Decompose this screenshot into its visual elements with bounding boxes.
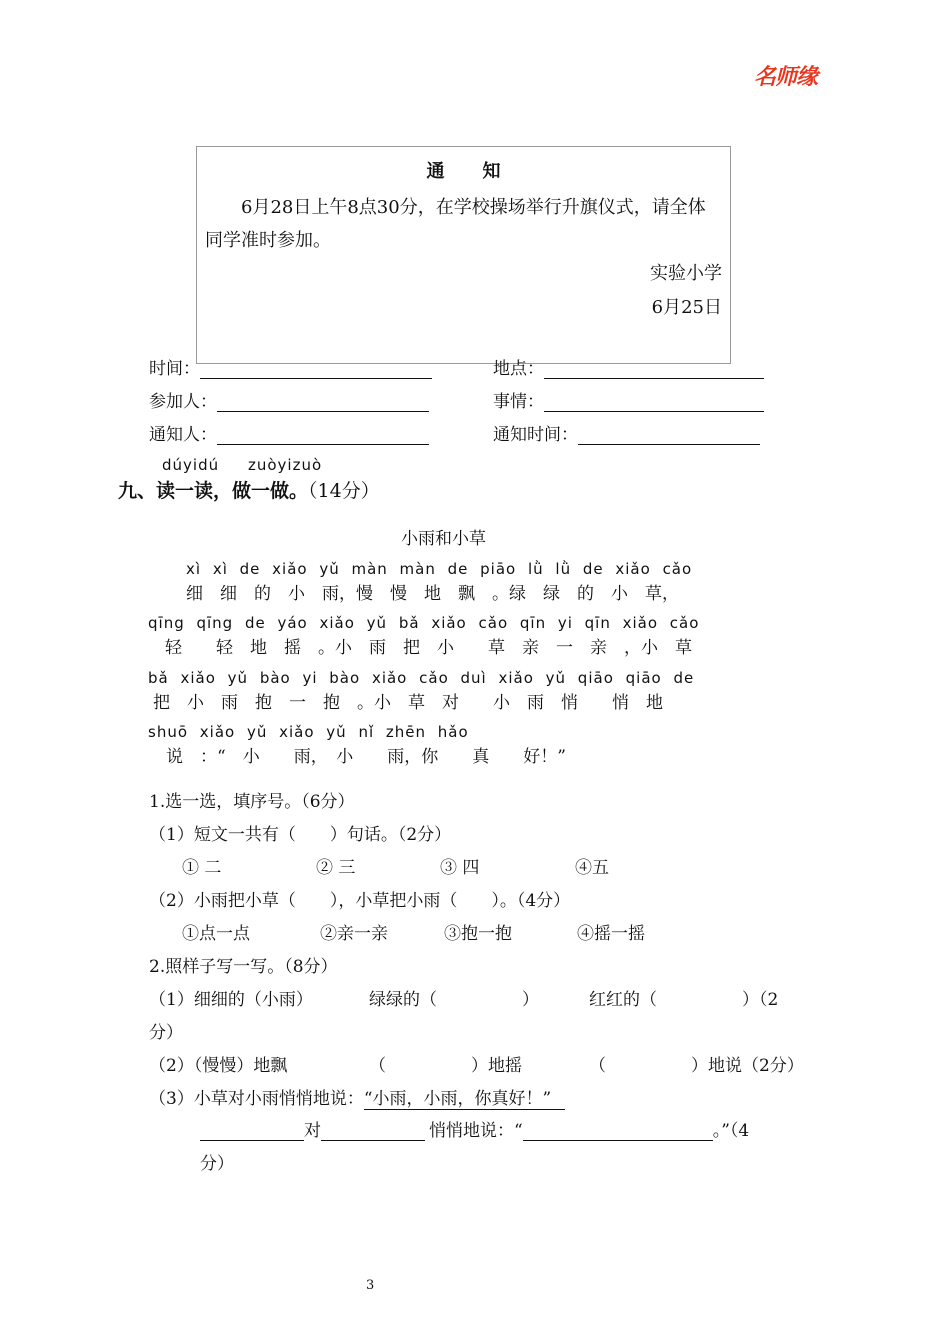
q1-1-option-a[interactable]: ① 二	[182, 858, 222, 878]
notice-time-field	[493, 420, 760, 445]
notice-date: 6月25日	[651, 297, 722, 318]
q2-3-end: 。”（4	[712, 1121, 750, 1141]
q1-2-option-b[interactable]: ②亲一亲	[320, 924, 388, 944]
notifier-label: 通知人：	[149, 425, 217, 445]
q1-2: （2）小雨把小草（ ），小草把小雨（ ）。（4分）	[149, 891, 571, 911]
section-heading	[118, 476, 380, 503]
q2-3-example-lead: （3）小草对小雨悄悄地说：	[149, 1089, 364, 1109]
notice-time-label: 通知时间：	[493, 425, 578, 445]
passage-hanzi-4: 说 ：“ 小 雨， 小 雨，你 真 好！”	[166, 747, 566, 767]
q1-1-option-d[interactable]: ④五	[575, 858, 609, 878]
passage-hanzi-1: 细 细 的 小 雨，慢 慢 地 飘 。绿 绿 的 小 草，	[186, 584, 679, 604]
passage-pinyin-1: xì xì de xiǎo yǔ màn màn de piāo lǜ lǜ de xiǎo cǎo	[186, 560, 693, 578]
place-blank[interactable]	[544, 360, 764, 379]
place-field	[493, 354, 764, 379]
pinyin-do: zuòyizuò	[248, 456, 323, 474]
passage-hanzi-2: 轻 轻 地 摇 。小 雨 把 小 草 亲 一 亲 ，小 草	[165, 638, 692, 658]
section-heading-text: 九、读一读，做一做。	[118, 480, 309, 502]
time-label: 时间：	[149, 359, 200, 379]
q2-3-shuo: 悄悄地说：“	[429, 1121, 523, 1141]
q2-2-blank-say[interactable]: （ ）地说（2分）	[589, 1056, 804, 1076]
passage-pinyin-2: qīng qīng de yáo xiǎo yǔ bǎ xiǎo cǎo qīn yi qīn xiǎo cǎo	[148, 614, 700, 632]
q2-3-blank-words[interactable]	[523, 1122, 713, 1141]
notice-body: 6月28日上午8点30分，在学校操场举行升旗仪式，请全体同学准时参加。	[205, 197, 706, 251]
q2-3-blank-subject[interactable]	[200, 1122, 304, 1141]
q1-1-option-c[interactable]: ③ 四	[440, 858, 480, 878]
place-label: 地点：	[493, 359, 544, 379]
passage-pinyin-4: shuō xiǎo yǔ xiǎo yǔ nǐ zhēn hǎo	[148, 723, 469, 741]
participants-blank[interactable]	[217, 393, 429, 412]
matter-blank[interactable]	[544, 393, 764, 412]
q2-2-blank-shake[interactable]: （ ）地摇	[369, 1056, 522, 1076]
notifier-field	[149, 420, 429, 445]
notifier-blank[interactable]	[217, 426, 429, 445]
q2-heading: 2.照样子写一写。（8分）	[149, 957, 338, 977]
q1-2-option-a[interactable]: ①点一点	[182, 924, 250, 944]
q2-2-example: （2）（慢慢）地飘	[149, 1056, 288, 1076]
pinyin-read: dúyidú	[162, 456, 220, 474]
notice-box	[196, 146, 731, 364]
q2-3-example	[149, 1084, 565, 1109]
q2-1-example: （1）细细的（小雨）	[149, 990, 313, 1010]
matter-field	[493, 387, 764, 412]
passage-title: 小雨和小草	[401, 529, 486, 549]
passage-pinyin-3: bǎ xiǎo yǔ bào yi bào xiǎo cǎo duì xiǎo yǔ qiāo qiāo de	[148, 669, 695, 687]
q2-3-answer-row	[200, 1116, 749, 1141]
page-number: 3	[366, 1278, 375, 1293]
passage-hanzi-3: 把 小 雨 抱 一 抱 。小 草 对 小 雨 悄 悄 地	[153, 693, 663, 713]
notice-title: 通知	[426, 161, 539, 182]
q1-heading: 1.选一选，填序号。（6分）	[149, 792, 355, 812]
q2-3-dui: 对	[304, 1121, 321, 1141]
participants-label: 参加人：	[149, 392, 217, 412]
participants-field	[149, 387, 429, 412]
q1-2-option-d[interactable]: ④摇一摇	[577, 924, 645, 944]
matter-label: 事情：	[493, 392, 544, 412]
q2-3-score: 分）	[200, 1154, 234, 1174]
q1-2-option-c[interactable]: ③抱一抱	[444, 924, 512, 944]
q1-1: （1）短文一共有（ ）句话。（2分）	[149, 825, 452, 845]
section-score: （14分）	[308, 480, 380, 502]
q1-1-option-b[interactable]: ② 三	[316, 858, 356, 878]
q2-3-example-quote: “小雨，小雨，你真好！”	[364, 1089, 565, 1110]
brand-logo: 名师缘	[754, 65, 818, 90]
q2-1-blank-red[interactable]: 红红的（ ）（2	[589, 990, 779, 1010]
q2-1-blank-green[interactable]: 绿绿的（ ）	[369, 990, 539, 1010]
notice-time-blank[interactable]	[578, 426, 760, 445]
notice-signer: 实验小学	[650, 263, 722, 284]
q2-1-score: 分）	[149, 1023, 183, 1043]
time-blank[interactable]	[200, 360, 432, 379]
q2-3-blank-object[interactable]	[321, 1122, 425, 1141]
time-field	[149, 354, 432, 379]
